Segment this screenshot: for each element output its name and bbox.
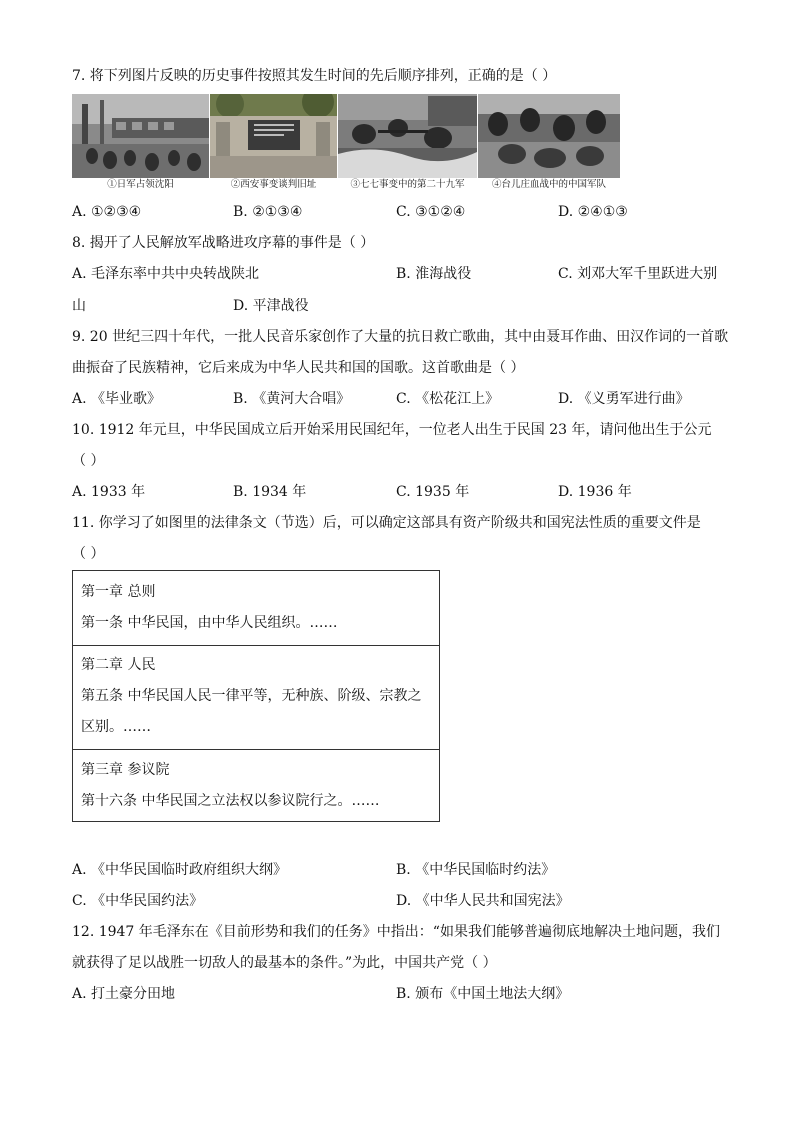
q11-option-d[interactable]: D. 《中华人民共和国宪法》 (396, 893, 570, 909)
q9-option-d[interactable]: D. 《义勇军进行曲》 (558, 391, 690, 407)
q8-option-c[interactable]: C. 刘邓大军千里跃进大别 (558, 266, 718, 282)
q12-stem-line2: 就获得了足以战胜一切敌人的最基本的条件。”为此，中国共产党（ ） (72, 955, 497, 971)
q7-caption-1: ①日军占领沈阳 (107, 179, 174, 190)
q7-photo-strip (72, 94, 620, 192)
photo-taierzhuang-image (478, 94, 620, 178)
law-section-people (73, 645, 439, 750)
q7-photo-1 (72, 94, 209, 192)
q7-caption-3: ③七七事变中的第二十九军 (350, 179, 465, 190)
q10-stem-line1: 10. 1912 年元旦，中华民国成立后开始采用民国纪年，一位老人出生于民国 23 年，请问他出生于公元 (72, 422, 712, 438)
q8-option-b[interactable]: B. 淮海战役 (396, 266, 472, 282)
law-article-16: 第十六条 中华民国之立法权以参议院行之。…… (81, 793, 380, 809)
q8-stem: 8. 揭开了人民解放军战略进攻序幕的事件是（ ） (72, 235, 375, 251)
q10-option-d[interactable]: D. 1936 年 (558, 484, 632, 500)
law-chapter-2-title: 第二章 人民 (81, 657, 156, 673)
q12-stem-line1: 12. 1947 年毛泽东在《目前形势和我们的任务》中指出：“如果我们能够普遍彻底地解决土地问题，我们 (72, 924, 720, 940)
q9-option-a[interactable]: A. 《毕业歌》 (72, 391, 162, 407)
q7-photo-3 (338, 94, 477, 192)
law-article-5: 第五条 中华民国人民一律平等，无种族、阶级、宗教之 (81, 688, 422, 704)
q11-option-c[interactable]: C. 《中华民国约法》 (72, 893, 204, 909)
law-section-general (73, 571, 439, 646)
q7-option-a[interactable]: A. ①②③④ (72, 204, 142, 220)
q10-option-c[interactable]: C. 1935 年 (396, 484, 470, 500)
q10-option-b[interactable]: B. 1934 年 (233, 484, 307, 500)
law-article-1: 第一条 中华民国，由中华人民组织。…… (81, 615, 338, 631)
q7-option-c[interactable]: C. ③①②④ (396, 204, 466, 220)
law-article-5-wrap: 区别。…… (81, 719, 151, 735)
q8-option-a[interactable]: A. 毛泽东率中共中央转战陕北 (72, 266, 260, 282)
q10-stem-line2: （ ） (72, 453, 105, 469)
q12-option-a[interactable]: A. 打土豪分田地 (72, 986, 176, 1002)
law-chapter-3-title: 第三章 参议院 (81, 762, 170, 778)
q9-option-c[interactable]: C. 《松花江上》 (396, 391, 500, 407)
q8-option-c-wrap: 山 (72, 298, 86, 314)
q7-stem: 7. 将下列图片反映的历史事件按照其发生时间的先后顺序排列，正确的是（ ） (72, 68, 557, 84)
law-chapter-1-title: 第一章 总则 (81, 584, 156, 600)
photo-29th-army-image (338, 94, 477, 178)
q7-option-b[interactable]: B. ②①③④ (233, 204, 303, 220)
q7-caption-2: ②西安事变谈判旧址 (230, 179, 317, 190)
law-section-senate (73, 749, 439, 821)
q9-stem-line1: 9. 20 世纪三四十年代，一批人民音乐家创作了大量的抗日救亡歌曲，其中由聂耳作曲、田汉作词的一首歌 (72, 329, 729, 345)
q11-stem-line1: 11. 你学习了如图里的法律条文（节选）后，可以确定这部具有资产阶级共和国宪法性质的重要文件是 (72, 515, 701, 531)
q7-caption-4: ④台儿庄血战中的中国军队 (491, 179, 606, 190)
q7-photo-2 (210, 94, 337, 192)
q11-stem-line2: （ ） (72, 546, 105, 562)
photo-xian-site-image (210, 94, 337, 178)
q11-option-b[interactable]: B. 《中华民国临时约法》 (396, 862, 556, 878)
q8-option-d[interactable]: D. 平津战役 (233, 298, 309, 314)
q11-law-excerpt-box (72, 570, 440, 822)
q10-option-a[interactable]: A. 1933 年 (72, 484, 146, 500)
q12-option-b[interactable]: B. 颁布《中国土地法大纲》 (396, 986, 570, 1002)
q9-option-b[interactable]: B. 《黄河大合唱》 (233, 391, 351, 407)
q9-stem-line2: 曲振奋了民族精神，它后来成为中华人民共和国的国歌。这首歌曲是（ ） (72, 360, 525, 376)
q7-photo-4 (478, 94, 620, 192)
photo-shenyang-image (72, 94, 209, 178)
q11-option-a[interactable]: A. 《中华民国临时政府组织大纲》 (72, 862, 288, 878)
q7-option-d[interactable]: D. ②④①③ (558, 204, 628, 220)
